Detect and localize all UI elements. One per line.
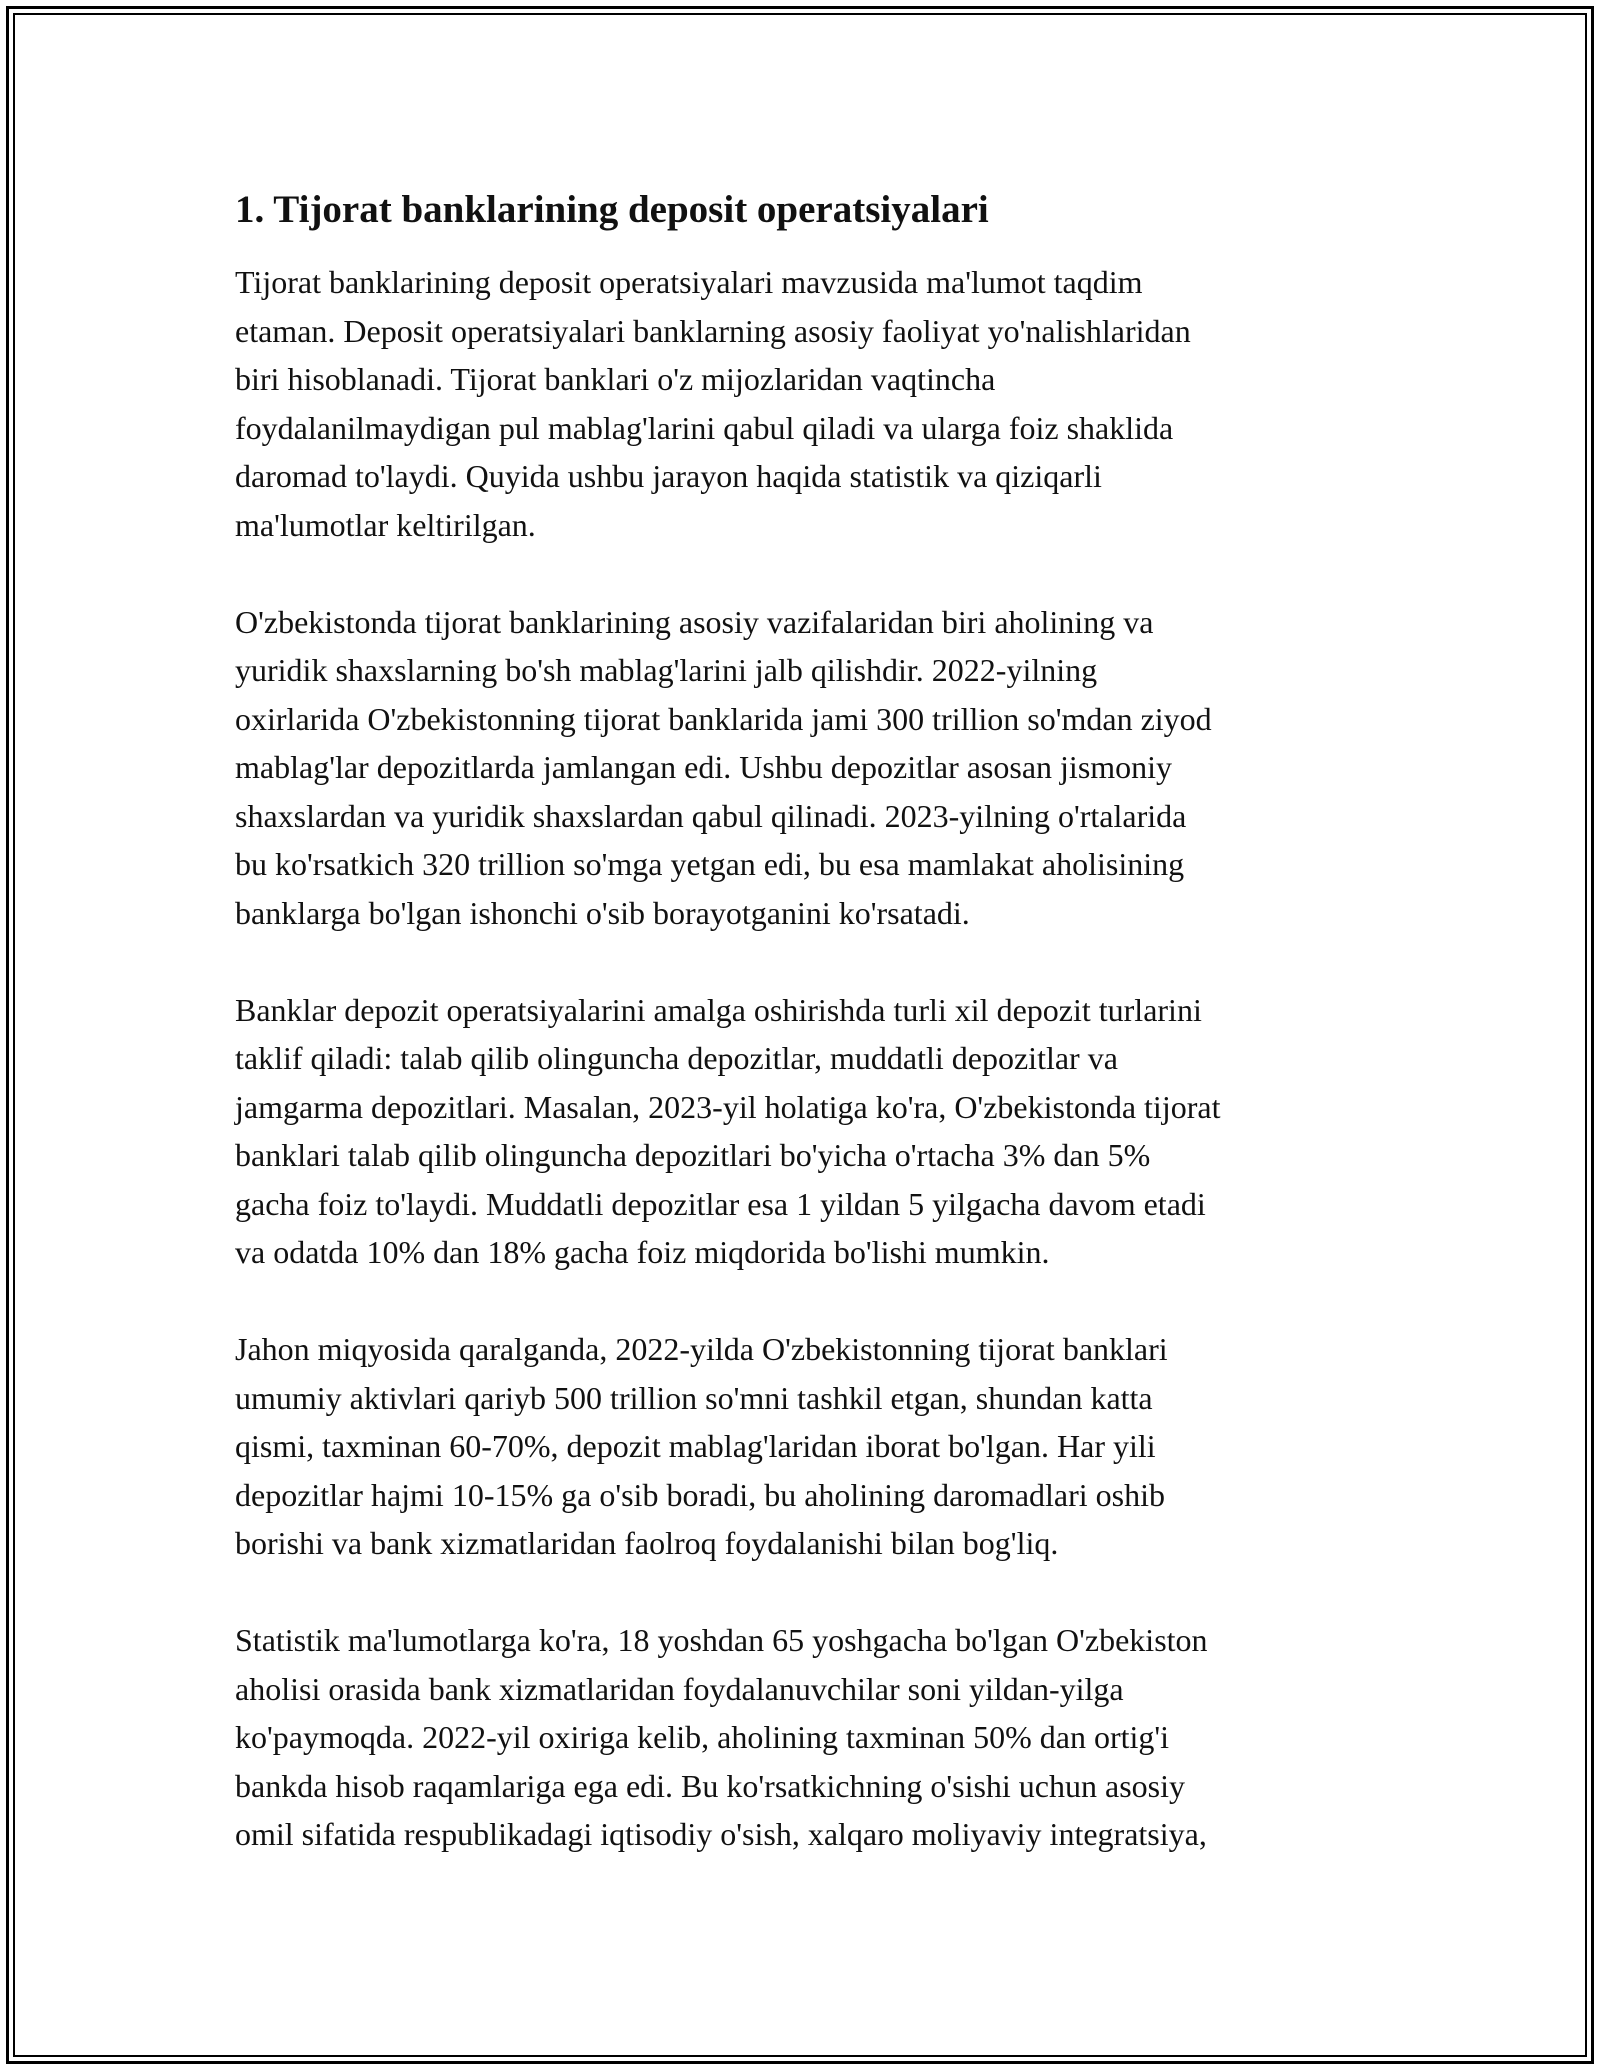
paragraph-line: taklif qiladi: talab qilib olinguncha depozitlar, muddatli depozitlar va [235, 1040, 1118, 1076]
paragraph-line: depozitlar hajmi 10-15% ga o'sib boradi, bu aholining daromadlari oshib [235, 1476, 1165, 1513]
paragraph-3 [235, 986, 1385, 1277]
paragraph-line: jamgarma depozitlari. Masalan, 2023-yil holatiga ko'ra, O'zbekistonda tijorat [235, 1088, 1221, 1125]
paragraph-line: banklari talab qilib olinguncha depozitlari bo'yicha o'rtacha 3% dan 5% [235, 1137, 1151, 1173]
section-title: 1. Tijorat banklarining deposit operatsiyalari [235, 188, 989, 231]
paragraph-line: bu ko'rsatkich 320 trillion so'mga yetgan edi, bu esa mamlakat aholisining [235, 846, 1185, 882]
paragraph-line: Tijorat banklarining deposit operatsiyalari mavzusida ma'lumot taqdim [235, 264, 1143, 300]
paragraph-line: shaxslardan va yuridik shaxslardan qabul qilinadi. 2023-yilning o'rtalarida [235, 797, 1187, 834]
paragraph-line: daromad to'laydi. Quyida ushbu jarayon haqida statistik va qiziqarli [235, 458, 1102, 494]
paragraph-line: omil sifatida respublikadagi iqtisodiy o'sish, xalqaro moliyaviy integratsiya, [235, 1816, 1207, 1852]
paragraph-line: Banklar depozit operatsiyalarini amalga oshirishda turli xil depozit turlarini [235, 991, 1202, 1028]
paragraph-line: Statistik ma'lumotlarga ko'ra, 18 yoshdan 65 yoshgacha bo'lgan O'zbekiston [235, 1622, 1208, 1658]
paragraph-line: mablag'lar depozitlarda jamlangan edi. Ushbu depozitlar asosan jismoniy [235, 749, 1173, 785]
document-body [235, 186, 1385, 1907]
paragraph-line: bankda hisob raqamlariga ega edi. Bu ko'rsatkichning o'sishi uchun asosiy [235, 1767, 1185, 1804]
paragraph-line: foydalanilmaydigan pul mablag'larini qabul qiladi va ularga foiz shaklida [235, 409, 1174, 446]
paragraph-line: gacha foiz to'laydi. Muddatli depozitlar esa 1 yildan 5 yilgacha davom etadi [235, 1185, 1206, 1222]
paragraph-line: yuridik shaxslarning bo'sh mablag'larini jalb qilishdir. 2022-yilning [235, 652, 1098, 688]
paragraph-line: ko'paymoqda. 2022-yil oxiriga kelib, aholining taxminan 50% dan ortig'i [235, 1719, 1170, 1755]
paragraph-line: biri hisoblanadi. Tijorat banklari o'z mijozlaridan vaqtincha [235, 361, 996, 397]
paragraph-2 [235, 598, 1385, 938]
paragraph-line: O'zbekistonda tijorat banklarining asosiy vazifalaridan biri aholining va [235, 603, 1154, 640]
paragraph-line: qismi, taxminan 60-70%, depozit mablag'laridan iborat bo'lgan. Har yili [235, 1428, 1156, 1464]
paragraph-line: borishi va bank xizmatlaridan faolroq foydalanishi bilan bog'liq. [235, 1525, 1059, 1561]
paragraph-line: banklarga bo'lgan ishonchi o'sib borayotganini ko'rsatadi. [235, 894, 970, 931]
paragraph-line: va odatda 10% dan 18% gacha foiz miqdorida bo'lishi mumkin. [235, 1234, 1050, 1270]
paragraph-line: oxirlarida O'zbekistonning tijorat banklarida jami 300 trillion so'mdan ziyod [235, 700, 1212, 737]
paragraph-line: Jahon miqyosida qaralganda, 2022-yilda O'zbekistonning tijorat banklari [235, 1331, 1168, 1367]
paragraph-line: etaman. Deposit operatsiyalari banklarning asosiy faoliyat yo'nalishlaridan [235, 312, 1191, 349]
paragraph-5 [235, 1616, 1385, 1859]
paragraph-1 [235, 258, 1385, 549]
paragraph-line: aholisi orasida bank xizmatlaridan foydalanuvchilar soni yildan-yilga [235, 1670, 1124, 1707]
paragraph-4 [235, 1325, 1385, 1568]
paragraph-line: ma'lumotlar keltirilgan. [235, 506, 536, 543]
paragraph-line: umumiy aktivlari qariyb 500 trillion so'mni tashkil etgan, shundan katta [235, 1379, 1153, 1416]
